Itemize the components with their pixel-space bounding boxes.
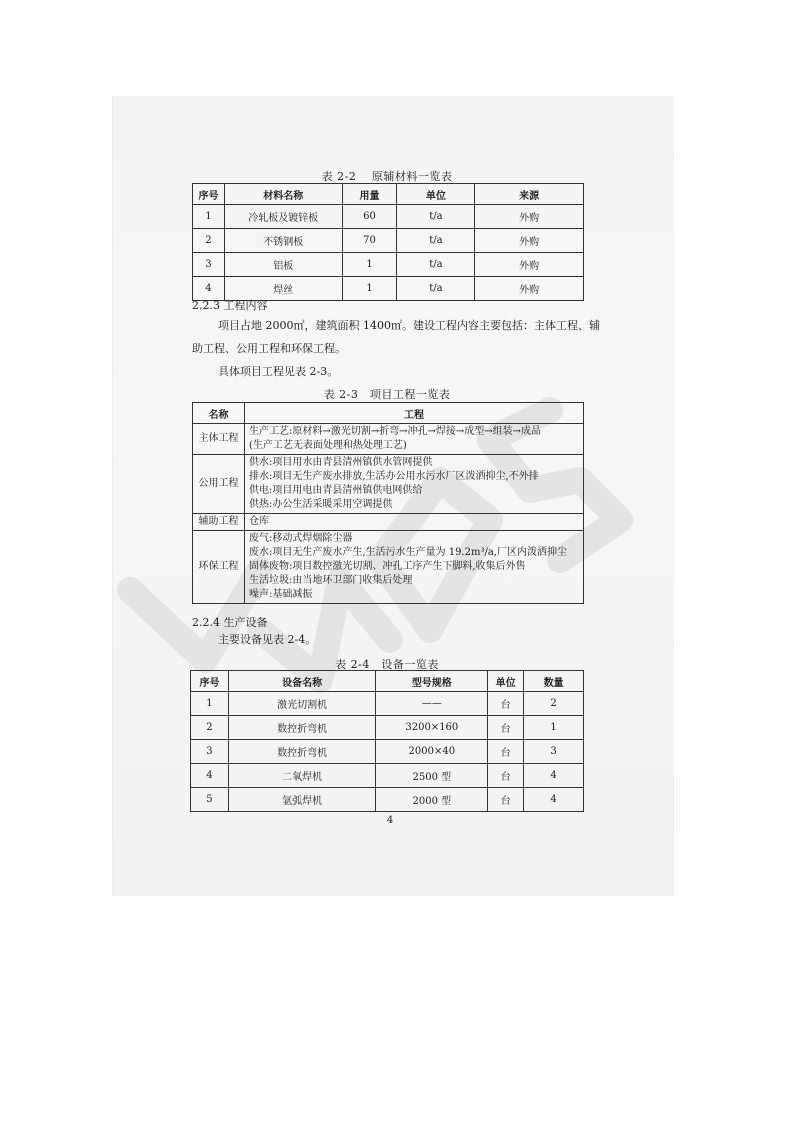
table-cell: 1	[342, 277, 397, 301]
column-header: 序号	[191, 671, 229, 692]
column-header: 序号	[193, 184, 225, 205]
table-cell: 台	[488, 740, 524, 764]
content-line: 废气:移动式焊烟除尘器	[248, 533, 353, 544]
table-cell: 数控折弯机	[228, 740, 376, 764]
paragraph-line: 具体项目工程见表 2-3。	[218, 365, 339, 378]
column-header: 数量	[524, 671, 584, 692]
content-line: 固体废物:项目数控激光切割、冲孔工序产生下脚料,收集后外售	[248, 561, 526, 572]
table-row	[193, 253, 584, 277]
row-name-cell: 环保工程	[193, 531, 245, 604]
table-cell: 2	[191, 716, 229, 740]
table-row	[193, 205, 584, 229]
table-cell: ——	[376, 692, 488, 716]
content-line: 排水:项目无生产废水排放,生活办公用水污水厂区泼洒抑尘,不外排	[248, 471, 539, 482]
content-line: (生产工艺无表面处理和热处理工艺)	[248, 440, 407, 451]
table-row	[193, 424, 584, 455]
row-content-cell	[244, 455, 583, 514]
table-cell: 台	[488, 692, 524, 716]
content-line: 废水:项目无生产废水产生,生活污水生产量为 19.2m³/a,厂区内泼洒抑尘	[248, 547, 567, 558]
table-2-2-caption: 表 2-2 原辅材料一览表	[321, 170, 453, 183]
table-row	[191, 740, 584, 764]
row-content-cell	[244, 514, 583, 531]
table-cell: 台	[488, 716, 524, 740]
paragraph-line: 助工程、公用工程和环保工程。	[192, 342, 346, 355]
table-cell: 3	[524, 740, 584, 764]
column-header: 材料名称	[224, 184, 342, 205]
table-cell: 氩弧焊机	[228, 788, 376, 812]
table-cell: 3200×160	[376, 716, 488, 740]
table-header-row	[193, 403, 584, 424]
content-line: 供热:办公生活采暖采用空调提供	[248, 499, 393, 510]
column-header: 用量	[342, 184, 397, 205]
table-cell: 外购	[475, 205, 584, 229]
table-cell: 70	[342, 229, 397, 253]
table-cell: 焊丝	[224, 277, 342, 301]
row-content-cell	[244, 531, 583, 604]
table-cell: 3	[193, 253, 225, 277]
equipment-table	[190, 670, 584, 812]
table-2-3-caption: 表 2-3 项目工程一览表	[323, 388, 451, 401]
table-cell: 1	[193, 205, 225, 229]
table-cell: 铝板	[224, 253, 342, 277]
table-cell: t/a	[397, 205, 475, 229]
table-cell: 2500 型	[376, 764, 488, 788]
table-cell: t/a	[397, 229, 475, 253]
section-heading-2-2-3: 2.2.3 工程内容	[192, 299, 268, 312]
paragraph-line: 项目占地 2000㎡，建筑面积 1400㎡。建设工程内容主要包括：主体工程、辅	[218, 319, 600, 332]
table-cell: 2000 型	[376, 788, 488, 812]
row-name-cell: 主体工程	[193, 424, 245, 455]
table-header-row	[193, 184, 584, 205]
column-header: 名称	[193, 403, 245, 424]
materials-table	[192, 183, 584, 301]
content-line: 供电:项目用电由青县清州镇供电网供给	[248, 485, 423, 496]
section-heading-2-2-4: 2.2.4 生产设备	[192, 616, 268, 629]
table-row	[193, 514, 584, 531]
table-header-row	[191, 671, 584, 692]
table-cell: 3	[191, 740, 229, 764]
table-row	[191, 716, 584, 740]
content-line: 供水:项目用水由青县清州镇供水管网提供	[248, 457, 433, 468]
table-cell: 1	[524, 716, 584, 740]
paragraph-line: 主要设备见表 2-4。	[218, 633, 317, 646]
table-cell: 不锈钢板	[224, 229, 342, 253]
table-cell: 2000×40	[376, 740, 488, 764]
column-header: 来源	[475, 184, 584, 205]
table-cell: 台	[488, 764, 524, 788]
table-row	[191, 764, 584, 788]
table-cell: 1	[191, 692, 229, 716]
project-works-table	[192, 402, 584, 604]
table-row	[193, 455, 584, 514]
table-row	[193, 531, 584, 604]
column-header: 单位	[397, 184, 475, 205]
table-cell: 台	[488, 788, 524, 812]
page-number: 4	[386, 815, 394, 826]
table-row	[193, 229, 584, 253]
table-cell: 冷轧板及镀锌板	[224, 205, 342, 229]
table-cell: t/a	[397, 277, 475, 301]
table-2-4-caption: 表 2-4 设备一览表	[335, 658, 439, 671]
table-cell: 60	[342, 205, 397, 229]
column-header: 单位	[488, 671, 524, 692]
table-cell: 4	[524, 764, 584, 788]
table-cell: 4	[191, 764, 229, 788]
table-cell: 二氧焊机	[228, 764, 376, 788]
table-row	[191, 692, 584, 716]
row-name-cell: 辅助工程	[193, 514, 245, 531]
table-cell: 1	[342, 253, 397, 277]
content-line: 噪声:基础减振	[248, 589, 313, 600]
table-row	[191, 788, 584, 812]
table-cell: 激光切割机	[228, 692, 376, 716]
column-header: 工程	[244, 403, 583, 424]
table-cell: 5	[191, 788, 229, 812]
table-cell: 数控折弯机	[228, 716, 376, 740]
content-line: 仓库	[248, 516, 269, 527]
table-cell: 外购	[475, 253, 584, 277]
row-content-cell	[244, 424, 583, 455]
table-cell: 4	[193, 277, 225, 301]
table-cell: 2	[193, 229, 225, 253]
table-cell: 外购	[475, 277, 584, 301]
table-cell: 2	[524, 692, 584, 716]
row-name-cell: 公用工程	[193, 455, 245, 514]
content-line: 生活垃圾:由当地环卫部门收集后处理	[248, 575, 413, 586]
content-line: 生产工艺:原材料→激光切割→折弯→冲孔→焊接→成型→组装→成品	[248, 426, 542, 437]
table-cell: t/a	[397, 253, 475, 277]
table-cell: 外购	[475, 229, 584, 253]
column-header: 型号规格	[376, 671, 488, 692]
column-header: 设备名称	[228, 671, 376, 692]
table-cell: 4	[524, 788, 584, 812]
